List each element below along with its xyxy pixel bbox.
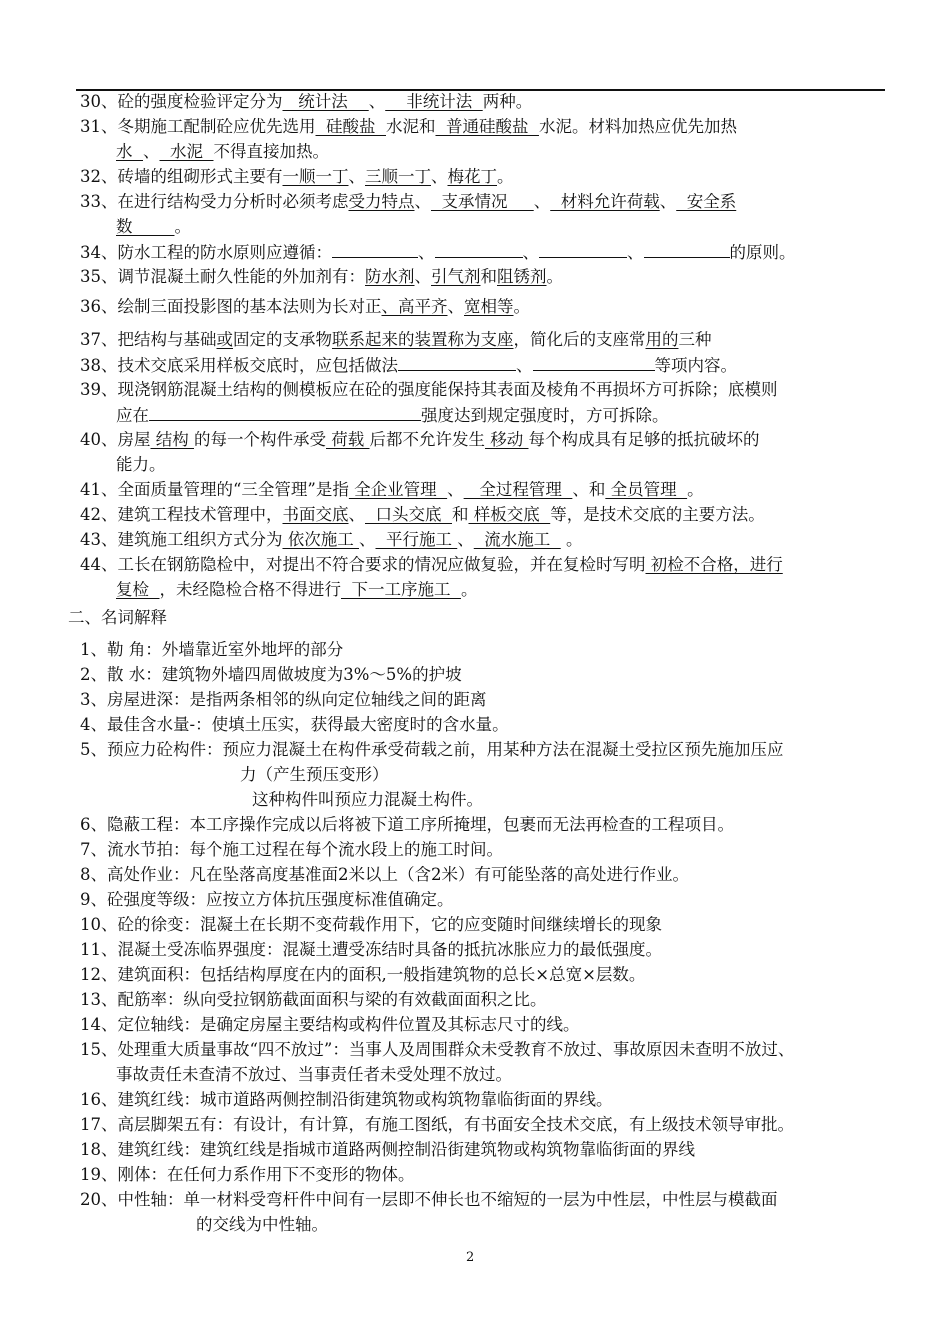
fill-question-35 bbox=[80, 267, 563, 287]
text: 。 bbox=[497, 167, 514, 186]
text: 的每一个构件承受 bbox=[194, 430, 326, 449]
answer: 书面交底 bbox=[282, 505, 349, 524]
definition-3: 3、房屋进深：是指两条相邻的纵向定位轴线之间的距离 bbox=[80, 690, 487, 709]
text: 41、全面质量管理的“三全管理”是指 bbox=[80, 480, 349, 499]
text: ，简化后的支座常 bbox=[513, 330, 646, 349]
text: 30、砼的强度检验评定分为 bbox=[80, 92, 283, 111]
fill-question-37 bbox=[80, 330, 712, 350]
text: 、 bbox=[143, 142, 160, 161]
definition-5-cont: 力（产生预压变形） bbox=[240, 765, 389, 784]
fill-question-39-cont bbox=[116, 405, 669, 426]
fill-question-33 bbox=[80, 192, 736, 212]
answer-blank bbox=[533, 355, 655, 371]
answer: 阻锈剂 bbox=[497, 267, 547, 286]
definition-10: 10、砼的徐变：混凝土在长期不变荷载作用下，它的应变随时间继续增长的现象 bbox=[80, 915, 662, 934]
text: 、 bbox=[414, 192, 431, 211]
definition-19: 19、刚体：在任何力系作用下不变形的物体。 bbox=[80, 1165, 415, 1184]
text: 、 bbox=[627, 243, 644, 262]
fill-question-41 bbox=[80, 480, 704, 500]
text: 40、房屋 bbox=[80, 430, 151, 449]
text: 、 bbox=[522, 243, 539, 262]
definition-14: 14、定位轴线：是确定房屋主要结构或构件位置及其标志尺寸的线。 bbox=[80, 1015, 580, 1034]
definition-18: 18、建筑红线：建筑红线是指城市道路两侧控制沿街建筑物或构筑物靠临街面的界线 bbox=[80, 1140, 695, 1159]
definition-20-cont: 的交线为中性轴。 bbox=[196, 1215, 328, 1234]
definition-20: 20、中性轴：单一材料受弯杆件中间有一层即不伸长也不缩短的一层为中性层，中性层与模截面 bbox=[80, 1190, 778, 1209]
text: 44、工长在钢筋隐检中，对提出不符合要求的情况应做复验，并在复检时写明 bbox=[80, 555, 646, 574]
definition-9: 9、砼强度等级：应按立方体抗压强度标准值确定。 bbox=[80, 890, 454, 909]
answer: 水 bbox=[116, 142, 143, 161]
answer-blank bbox=[644, 242, 730, 258]
text: 37、把结构与基础 bbox=[80, 330, 217, 349]
text: 水泥。材料加热应优先加热 bbox=[538, 117, 737, 136]
answer: 口头交底 bbox=[365, 505, 452, 524]
answer-blank bbox=[435, 242, 523, 258]
page-number: 2 bbox=[466, 1250, 475, 1265]
fill-question-44-cont bbox=[116, 580, 477, 600]
answer-blank bbox=[398, 355, 516, 371]
text: 强度达到规定强度时，方可拆除。 bbox=[421, 406, 669, 425]
text: 和 bbox=[451, 505, 469, 524]
text: 42、建筑工程技术管理中， bbox=[80, 505, 283, 524]
text: 和 bbox=[480, 267, 497, 286]
answer: 支座 bbox=[480, 330, 514, 349]
text: 。 bbox=[460, 580, 478, 599]
answer: 平行施工 bbox=[375, 530, 458, 549]
answer: 样板交底 bbox=[468, 505, 551, 524]
text: 。 bbox=[560, 530, 583, 549]
answer: 或 bbox=[216, 330, 233, 349]
fill-question-30 bbox=[80, 92, 532, 112]
answer: 流水施工 bbox=[473, 530, 561, 549]
text: 36、绘制三面投影图的基本法则为长对正 bbox=[80, 297, 382, 316]
definition-15-cont: 事故责任未查清不放过、当事责任者未受处理不放过。 bbox=[116, 1065, 512, 1084]
text: 水泥和 bbox=[385, 117, 436, 136]
definition-8: 8、高处作业：凡在坠落高度基准面2米以上（含2米）有可能坠落的高处进行作业。 bbox=[80, 865, 689, 884]
text: 33、在进行结构受力分析时必须考虑 bbox=[80, 192, 349, 211]
answer: 防水剂 bbox=[365, 267, 415, 286]
answer: 下一工序施工 bbox=[341, 580, 461, 599]
fill-question-40 bbox=[80, 430, 760, 450]
text: 35、调节混凝土耐久性能的外加剂有： bbox=[80, 267, 365, 286]
answer: 引气剂 bbox=[431, 267, 481, 286]
answer: 硅酸盐 bbox=[315, 117, 386, 136]
answer: 受力特点 bbox=[348, 192, 415, 211]
text: 不得直接加热。 bbox=[213, 142, 329, 161]
answer: 普通硅酸盐 bbox=[435, 117, 539, 136]
text: 固定的支承物 bbox=[233, 330, 332, 349]
fill-question-34 bbox=[80, 242, 796, 263]
fill-question-39 bbox=[80, 380, 778, 400]
definition-1: 1、勒 角：外墙靠近室外地坪的部分 bbox=[80, 640, 344, 659]
answer: 全员管理 bbox=[605, 480, 688, 499]
definition-15: 15、处理重大质量事故“四不放过”：当事人及周围群众未受教育不放过、事故原因未查明不放过、 bbox=[80, 1040, 795, 1059]
answer-blank bbox=[149, 405, 421, 421]
text: 、 bbox=[659, 192, 677, 211]
answer: 初检不合格，进行 bbox=[645, 555, 783, 574]
text: 。 bbox=[513, 297, 530, 316]
text: 38、技术交底采用样板交底时，应包括做法 bbox=[80, 356, 398, 375]
text: 后都不允许发生 bbox=[369, 430, 485, 449]
fill-question-44 bbox=[80, 555, 783, 575]
answer: 一顺一丁 bbox=[282, 167, 349, 186]
answer: 支承情况 bbox=[431, 192, 534, 211]
text: 等，是技术交底的主要方法。 bbox=[550, 505, 765, 524]
answer: 、 bbox=[381, 297, 398, 316]
text: 31、冬期施工配制砼应优先选用 bbox=[80, 117, 316, 136]
answer: 三顺一丁 bbox=[365, 167, 431, 186]
text: 、 bbox=[457, 530, 474, 549]
fill-question-43 bbox=[80, 530, 582, 550]
definition-7: 7、流水节拍：每个施工过程在每个流水段上的施工时间。 bbox=[80, 840, 503, 859]
text: 。 bbox=[546, 267, 563, 286]
section-title: 二、名词解释 bbox=[68, 608, 167, 627]
text: 。 bbox=[687, 480, 704, 499]
header-rule bbox=[76, 89, 885, 91]
text: ，未经隐检合格不得进行 bbox=[159, 580, 341, 599]
answer: 全过程管理 bbox=[463, 480, 573, 499]
answer: 用的 bbox=[645, 330, 679, 349]
answer: 材料允许荷载 bbox=[550, 192, 660, 211]
definition-16: 16、建筑红线：城市道路两侧控制沿街建筑物或构筑物靠临街面的界线。 bbox=[80, 1090, 613, 1109]
text: 的原则。 bbox=[729, 243, 796, 262]
text: 、 bbox=[431, 167, 448, 186]
text: 32、砖墙的组砌形式主要有 bbox=[80, 167, 283, 186]
text: 、 bbox=[414, 267, 431, 286]
text: 、 bbox=[516, 356, 533, 375]
text: 、和 bbox=[572, 480, 606, 499]
text: 每个构成具有足够的抵抗破坏的 bbox=[528, 430, 760, 449]
text: 43、建筑施工组织方式分为 bbox=[80, 530, 283, 549]
fill-question-31-cont bbox=[116, 142, 329, 162]
text: 39、现浇钢筋混凝土结构的侧模板应在砼的强度能保持其表面及棱角不再损坏方可拆除；底模则 bbox=[80, 380, 778, 399]
definition-2: 2、散 水：建筑物外墙四周做坡度为3%～5%的护坡 bbox=[80, 665, 462, 684]
answer: 复检 bbox=[116, 580, 160, 599]
answer-blank bbox=[332, 242, 418, 258]
definition-5: 5、预应力砼构件：预应力混凝土在构件承受荷载之前，用某种方法在混凝土受拉区预先施加压应 bbox=[80, 740, 784, 759]
text: 、 bbox=[348, 167, 365, 186]
answer-blank bbox=[539, 242, 627, 258]
text: 、 bbox=[348, 505, 365, 524]
fill-question-31 bbox=[80, 117, 737, 137]
answer: 梅花丁 bbox=[447, 167, 497, 186]
answer: 依次施工 bbox=[282, 530, 359, 549]
answer: 移动 bbox=[485, 430, 529, 449]
text: 应在 bbox=[116, 406, 149, 425]
definition-17: 17、高层脚架五有：有设计，有计算，有施工图纸，有书面安全技术交底，有上级技术领导审批。 bbox=[80, 1115, 794, 1134]
definition-5-cont: 这种构件叫预应力混凝土构件。 bbox=[252, 790, 483, 809]
text: 三种 bbox=[678, 330, 712, 349]
answer: 非统计法 bbox=[385, 92, 483, 111]
text: 等项内容。 bbox=[654, 356, 737, 375]
text: 、 bbox=[533, 192, 551, 211]
text: 、 bbox=[447, 297, 464, 316]
answer: 全企业管理 bbox=[348, 480, 448, 499]
fill-question-33-cont bbox=[116, 217, 191, 237]
definition-12: 12、建筑面积：包括结构厚度在内的面积,一般指建筑物的总长×总宽×层数。 bbox=[80, 965, 646, 984]
text: 、 bbox=[447, 480, 464, 499]
answer: 荷载 bbox=[326, 430, 370, 449]
answer: 结构 bbox=[150, 430, 194, 449]
text: 两种。 bbox=[482, 92, 533, 111]
text: 34、防水工程的防水原则应遵循： bbox=[80, 243, 332, 262]
answer: 统计法 bbox=[282, 92, 369, 111]
definition-6: 6、隐蔽工程：本工序操作完成以后将被下道工序所掩埋，包裹而无法再检查的工程项目。 bbox=[80, 815, 734, 834]
definition-11: 11、混凝土受冻临界强度：混凝土遭受冻结时具备的抵抗冰胀应力的最低强度。 bbox=[80, 940, 662, 959]
definition-4: 4、最佳含水量-：使填土压实，获得最大密度时的含水量。 bbox=[80, 715, 509, 734]
text: 、 bbox=[418, 243, 435, 262]
answer: 高平齐 bbox=[398, 297, 448, 316]
answer: 联系起来的装置称为 bbox=[332, 330, 481, 349]
answer: 水泥 bbox=[159, 142, 214, 161]
fill-question-42 bbox=[80, 505, 765, 525]
definition-13: 13、配筋率：纵向受拉钢筋截面面积与梁的有效截面面积之比。 bbox=[80, 990, 547, 1009]
text: 、 bbox=[359, 530, 376, 549]
text: 、 bbox=[368, 92, 386, 111]
answer: 数 bbox=[116, 217, 175, 236]
fill-question-36 bbox=[80, 297, 530, 317]
text: 。 bbox=[174, 217, 191, 236]
fill-question-40-cont bbox=[116, 455, 166, 475]
answer: 安全系 bbox=[676, 192, 737, 211]
fill-question-38 bbox=[80, 355, 737, 376]
text: 能力。 bbox=[116, 455, 166, 474]
answer: 宽相等 bbox=[464, 297, 514, 316]
fill-question-32 bbox=[80, 167, 514, 187]
